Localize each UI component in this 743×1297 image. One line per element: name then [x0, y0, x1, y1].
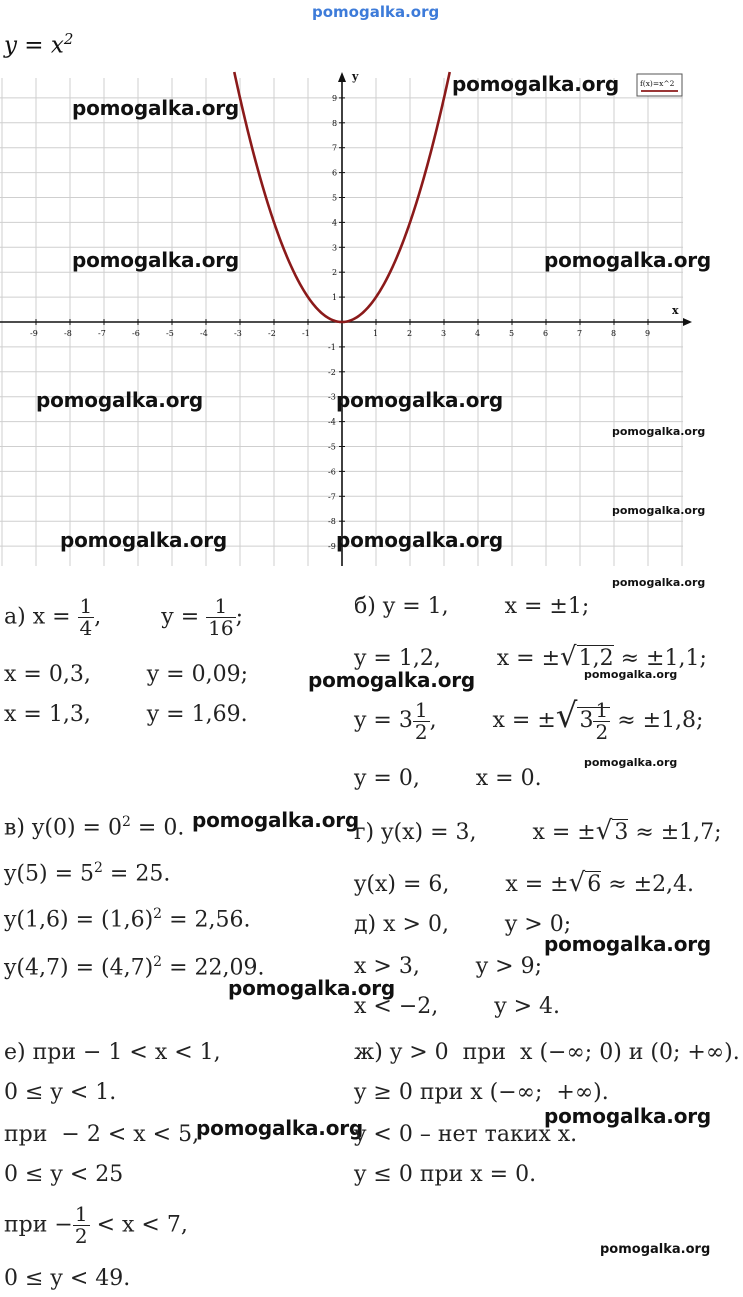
y-axis-arrow: [338, 72, 346, 82]
answer-e-line1: е) при − 1 < x < 1,: [4, 1040, 221, 1065]
x-tick-label: -7: [98, 329, 106, 338]
x-tick-label: -3: [234, 329, 242, 338]
answer-b-line2: y = 1,2, x = ±√1,2 ≈ ±1,1;: [354, 642, 707, 672]
answer-a-line1: а) x = $\frac{1}{4}$ , y = $\frac{1}{16}$ ;: [4, 594, 243, 640]
answer-zh-line2: y ≥ 0 при x (−∞; +∞).: [354, 1080, 609, 1105]
y-tick-label: -3: [328, 392, 336, 402]
y-tick-label: 5: [332, 193, 338, 203]
function-title: $y = x^2$: [4, 30, 74, 59]
watermark: pomogalka.org: [192, 808, 360, 832]
watermark: pomogalka.org: [544, 1104, 712, 1128]
watermark-top: pomogalka.org: [312, 3, 440, 21]
watermark: pomogalka.org: [544, 932, 712, 956]
answer-v-line1: в) $y(0) = 0^2 = 0$.: [4, 814, 185, 841]
x-tick-label: 1: [373, 329, 379, 338]
watermark: pomogalka.org: [308, 668, 476, 692]
answer-zh-line1: ж) y > 0 при x (−∞; 0) и (0; +∞).: [354, 1040, 740, 1065]
answer-v-line4: $y(4,7) = (4,7)^2 = 22,09$.: [4, 954, 265, 981]
x-tick-label: -1: [302, 329, 310, 338]
x-tick-label: 3: [441, 329, 447, 338]
y-tick-label: 8: [332, 118, 338, 128]
x-tick-label: -9: [30, 329, 38, 338]
answer-d-line3: x < −2, y > 4.: [354, 994, 561, 1019]
x-tick-label: 4: [475, 329, 481, 338]
watermark-small: pomogalka.org: [584, 668, 678, 681]
watermark: pomogalka.org: [228, 976, 396, 1000]
legend-label: f(x)=x^2: [640, 79, 675, 88]
x-tick-label: -4: [200, 329, 208, 338]
x-tick-label: 9: [645, 329, 651, 338]
answer-zh-line3: y < 0 – нет таких x.: [354, 1122, 578, 1147]
watermark-small: pomogalka.org: [600, 1242, 711, 1257]
answer-g-line1: г) y(x) = 3, x = ±√3 ≈ ±1,7;: [354, 816, 722, 846]
watermark: pomogalka.org: [336, 528, 504, 552]
answer-v-line3: $y(1,6) = (1,6)^2 = 2,56$.: [4, 906, 251, 933]
y-tick-label: -4: [328, 417, 336, 427]
watermark: pomogalka.org: [544, 248, 712, 272]
y-tick-label: -7: [328, 492, 336, 502]
answer-e-line2: 0 ≤ y < 1.: [4, 1080, 117, 1105]
answer-d-line2: x > 3, y > 9;: [354, 954, 543, 979]
y-tick-label: -6: [328, 467, 336, 477]
answer-e-line4: 0 ≤ y < 25: [4, 1162, 124, 1187]
y-tick-label: 9: [332, 93, 338, 103]
x-tick-label: 5: [509, 329, 515, 338]
answer-b-line1: б) y = 1, x = ±1;: [354, 594, 590, 619]
watermark-small: pomogalka.org: [612, 425, 706, 438]
answer-e-line5: при − $\frac{1}{2}$ < x < 7,: [4, 1202, 188, 1248]
y-tick-label: -8: [328, 517, 336, 527]
watermark-small: pomogalka.org: [584, 756, 678, 769]
x-axis-arrow: [683, 318, 692, 326]
x-tick-label: 2: [407, 329, 413, 338]
axis-y-label: y: [352, 70, 359, 83]
y-tick-label: -2: [328, 367, 336, 377]
y-tick-label: 1: [332, 293, 338, 303]
y-tick-label: -5: [328, 442, 336, 452]
answer-g-line2: y(x) = 6, x = ±√6 ≈ ±2,4.: [354, 868, 695, 898]
y-tick-label: -9: [328, 542, 336, 552]
x-tick-label: -8: [64, 329, 72, 338]
x-tick-label: 7: [577, 329, 583, 338]
y-tick-label: 3: [332, 243, 338, 253]
watermark: pomogalka.org: [72, 248, 240, 272]
x-tick-label: -2: [268, 329, 276, 338]
answer-d-line1: д) x > 0, y > 0;: [354, 912, 572, 937]
x-tick-label: 6: [543, 329, 549, 338]
watermark: pomogalka.org: [60, 528, 228, 552]
answer-b-line3: y = 3 $\frac{1}{2}$ , x = ±√3 $\frac{1}{2}$ ≈ ±1,8;: [354, 696, 704, 744]
watermark-small: pomogalka.org: [612, 576, 706, 589]
y-tick-label: 4: [332, 218, 338, 228]
watermark: pomogalka.org: [196, 1116, 364, 1140]
watermark: pomogalka.org: [336, 388, 504, 412]
x-tick-label: -5: [166, 329, 174, 338]
parabola-graph: [0, 0, 743, 575]
y-tick-label: 2: [332, 268, 338, 278]
answer-a-line3: x = 1,3, y = 1,69.: [4, 702, 248, 727]
x-tick-label: 8: [611, 329, 617, 338]
x-tick-label: -6: [132, 329, 140, 338]
answer-a-line2: x = 0,3, y = 0,09;: [4, 662, 248, 687]
watermark-small: pomogalka.org: [612, 504, 706, 517]
watermark: pomogalka.org: [452, 72, 620, 96]
answer-e-line6: 0 ≤ y < 49.: [4, 1266, 131, 1291]
axis-x-label: x: [672, 304, 679, 317]
y-tick-label: 7: [332, 143, 338, 153]
y-tick-label: 6: [332, 168, 338, 178]
watermark: pomogalka.org: [72, 96, 240, 120]
y-tick-label: -1: [328, 342, 336, 352]
answer-v-line2: $y(5) = 5^2 = 25$.: [4, 860, 171, 887]
answer-b-line4: y = 0, x = 0.: [354, 766, 542, 791]
watermark: pomogalka.org: [36, 388, 204, 412]
answer-e-line3: при − 2 < x < 5,: [4, 1122, 200, 1147]
answer-zh-line4: y ≤ 0 при x = 0.: [354, 1162, 537, 1187]
